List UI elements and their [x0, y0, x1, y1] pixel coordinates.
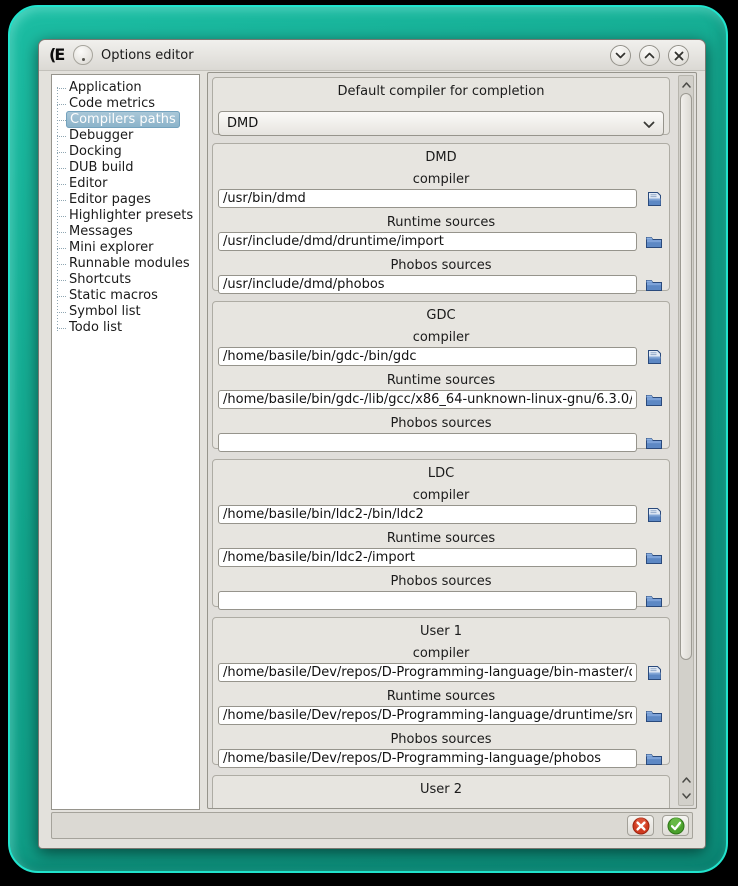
accept-button[interactable]	[662, 815, 689, 836]
compiler-group-user-1	[212, 617, 670, 765]
sidebar-item-highlighter-presets[interactable]	[52, 208, 199, 224]
sidebar-item-mini-explorer[interactable]	[52, 240, 199, 256]
scroll-up-button[interactable]	[679, 77, 693, 93]
sidebar-item-application[interactable]	[52, 80, 199, 96]
path-input[interactable]	[218, 706, 637, 725]
sidebar-item-docking[interactable]	[52, 144, 199, 160]
options-editor-window	[38, 39, 706, 849]
field-row	[213, 189, 669, 208]
field-label: compiler	[412, 172, 470, 187]
sidebar-item-label: Static macros	[69, 288, 158, 303]
field-label: Phobos sources	[390, 416, 492, 431]
sidebar-item-label: Editor pages	[69, 192, 151, 207]
sidebar-item-static-macros[interactable]	[52, 288, 199, 304]
open-file-icon[interactable]	[644, 664, 664, 681]
sidebar-item-label: Messages	[69, 224, 133, 239]
cancel-button[interactable]	[627, 815, 654, 836]
field-row	[213, 347, 669, 366]
scrollbar-thumb[interactable]	[680, 93, 692, 660]
sidebar-item-label: Shortcuts	[69, 272, 132, 287]
categories-list	[51, 74, 200, 810]
field-row	[213, 232, 669, 251]
sidebar-item-label: Mini explorer	[69, 240, 154, 255]
sidebar-item-shortcuts[interactable]	[52, 272, 199, 288]
field-row	[213, 663, 669, 682]
field-label: Phobos sources	[390, 732, 492, 747]
sidebar-item-label: Application	[69, 80, 142, 95]
path-input[interactable]	[218, 663, 637, 682]
field-row	[213, 505, 669, 524]
sidebar-item-dub-build[interactable]	[52, 160, 199, 176]
menu-dot-icon	[82, 58, 85, 61]
field-row	[213, 749, 669, 768]
field-label: Runtime sources	[386, 215, 496, 230]
group-title: User 2	[419, 782, 463, 797]
sidebar-item-symbol-list[interactable]	[52, 304, 199, 320]
open-file-icon[interactable]	[644, 348, 664, 365]
compiler-group-user-2	[212, 775, 670, 808]
maximize-button[interactable]	[639, 45, 660, 66]
vertical-scrollbar[interactable]	[678, 75, 694, 806]
sidebar-item-debugger[interactable]	[52, 128, 199, 144]
sidebar-item-runnable-modules[interactable]	[52, 256, 199, 272]
sidebar-item-editor[interactable]	[52, 176, 199, 192]
field-row	[213, 275, 669, 294]
field-label: Runtime sources	[386, 689, 496, 704]
default-compiler-group	[212, 77, 670, 135]
path-input[interactable]	[218, 548, 637, 567]
scroll-up-button-secondary[interactable]	[679, 772, 693, 788]
titlebar[interactable]	[39, 40, 705, 71]
footer-bar	[51, 812, 693, 839]
field-label: compiler	[412, 488, 470, 503]
window-menu-button[interactable]	[73, 45, 93, 65]
field-row	[213, 548, 669, 567]
field-label: compiler	[412, 646, 470, 661]
sidebar-item-compilers-paths[interactable]	[52, 112, 199, 128]
path-input[interactable]	[218, 505, 637, 524]
sidebar-item-editor-pages[interactable]	[52, 192, 199, 208]
open-folder-icon[interactable]	[644, 434, 664, 451]
group-title: User 1	[419, 624, 463, 639]
open-file-icon[interactable]	[644, 506, 664, 523]
minimize-button[interactable]	[610, 45, 631, 66]
compiler-group-dmd	[212, 143, 670, 291]
window-title: Options editor	[101, 48, 194, 63]
path-input[interactable]	[218, 347, 637, 366]
path-input[interactable]	[218, 433, 637, 452]
path-input[interactable]	[218, 749, 637, 768]
sidebar-item-label: Debugger	[69, 128, 134, 143]
open-folder-icon[interactable]	[644, 276, 664, 293]
field-row	[213, 706, 669, 725]
selected-compiler-value: DMD	[227, 116, 259, 131]
close-button[interactable]	[668, 45, 689, 66]
splitter[interactable]	[199, 74, 207, 803]
group-title: DMD	[425, 150, 457, 165]
footer-buttons	[627, 815, 689, 836]
open-folder-icon[interactable]	[644, 233, 664, 250]
group-title: GDC	[426, 308, 456, 323]
default-compiler-select[interactable]	[218, 111, 664, 136]
options-panel-content	[208, 73, 676, 808]
path-input[interactable]	[218, 232, 637, 251]
group-title: Default compiler for completion	[337, 84, 545, 99]
path-input[interactable]	[218, 189, 637, 208]
scroll-down-button[interactable]	[679, 788, 693, 804]
titlebar-buttons	[610, 45, 689, 66]
field-label: Phobos sources	[390, 574, 492, 589]
sidebar-item-label: Docking	[69, 144, 122, 159]
field-row	[213, 591, 669, 610]
open-folder-icon[interactable]	[644, 750, 664, 767]
app-icon: (E	[49, 45, 64, 64]
sidebar-item-code-metrics[interactable]	[52, 96, 199, 112]
sidebar-item-label: Compilers paths	[66, 111, 180, 128]
field-label: Phobos sources	[390, 258, 492, 273]
group-title: LDC	[427, 466, 455, 481]
open-folder-icon[interactable]	[644, 391, 664, 408]
open-folder-icon[interactable]	[644, 592, 664, 609]
sidebar-item-label: Runnable modules	[69, 256, 190, 271]
path-input[interactable]	[218, 390, 637, 409]
sidebar-item-todo-list[interactable]	[52, 320, 199, 336]
sidebar-item-label: DUB build	[69, 160, 134, 175]
chevron-down-icon	[643, 114, 655, 133]
sidebar-item-label: Todo list	[69, 320, 123, 335]
field-label: compiler	[412, 330, 470, 345]
sidebar-item-label: Editor	[69, 176, 108, 191]
sidebar-item-label: Code metrics	[69, 96, 156, 111]
field-label: Runtime sources	[386, 373, 496, 388]
open-file-icon[interactable]	[644, 190, 664, 207]
field-label: Runtime sources	[386, 531, 496, 546]
open-folder-icon[interactable]	[644, 707, 664, 724]
compiler-group-ldc	[212, 459, 670, 607]
sidebar-item-label: Highlighter presets	[69, 208, 194, 223]
decorative-frame	[8, 5, 728, 873]
compiler-group-gdc	[212, 301, 670, 449]
open-folder-icon[interactable]	[644, 549, 664, 566]
sidebar-item-label: Symbol list	[69, 304, 141, 319]
path-input[interactable]	[218, 275, 637, 294]
path-input[interactable]	[218, 591, 637, 610]
field-row	[213, 390, 669, 409]
field-row	[213, 433, 669, 452]
options-panel	[207, 72, 697, 809]
sidebar-item-messages[interactable]	[52, 224, 199, 240]
